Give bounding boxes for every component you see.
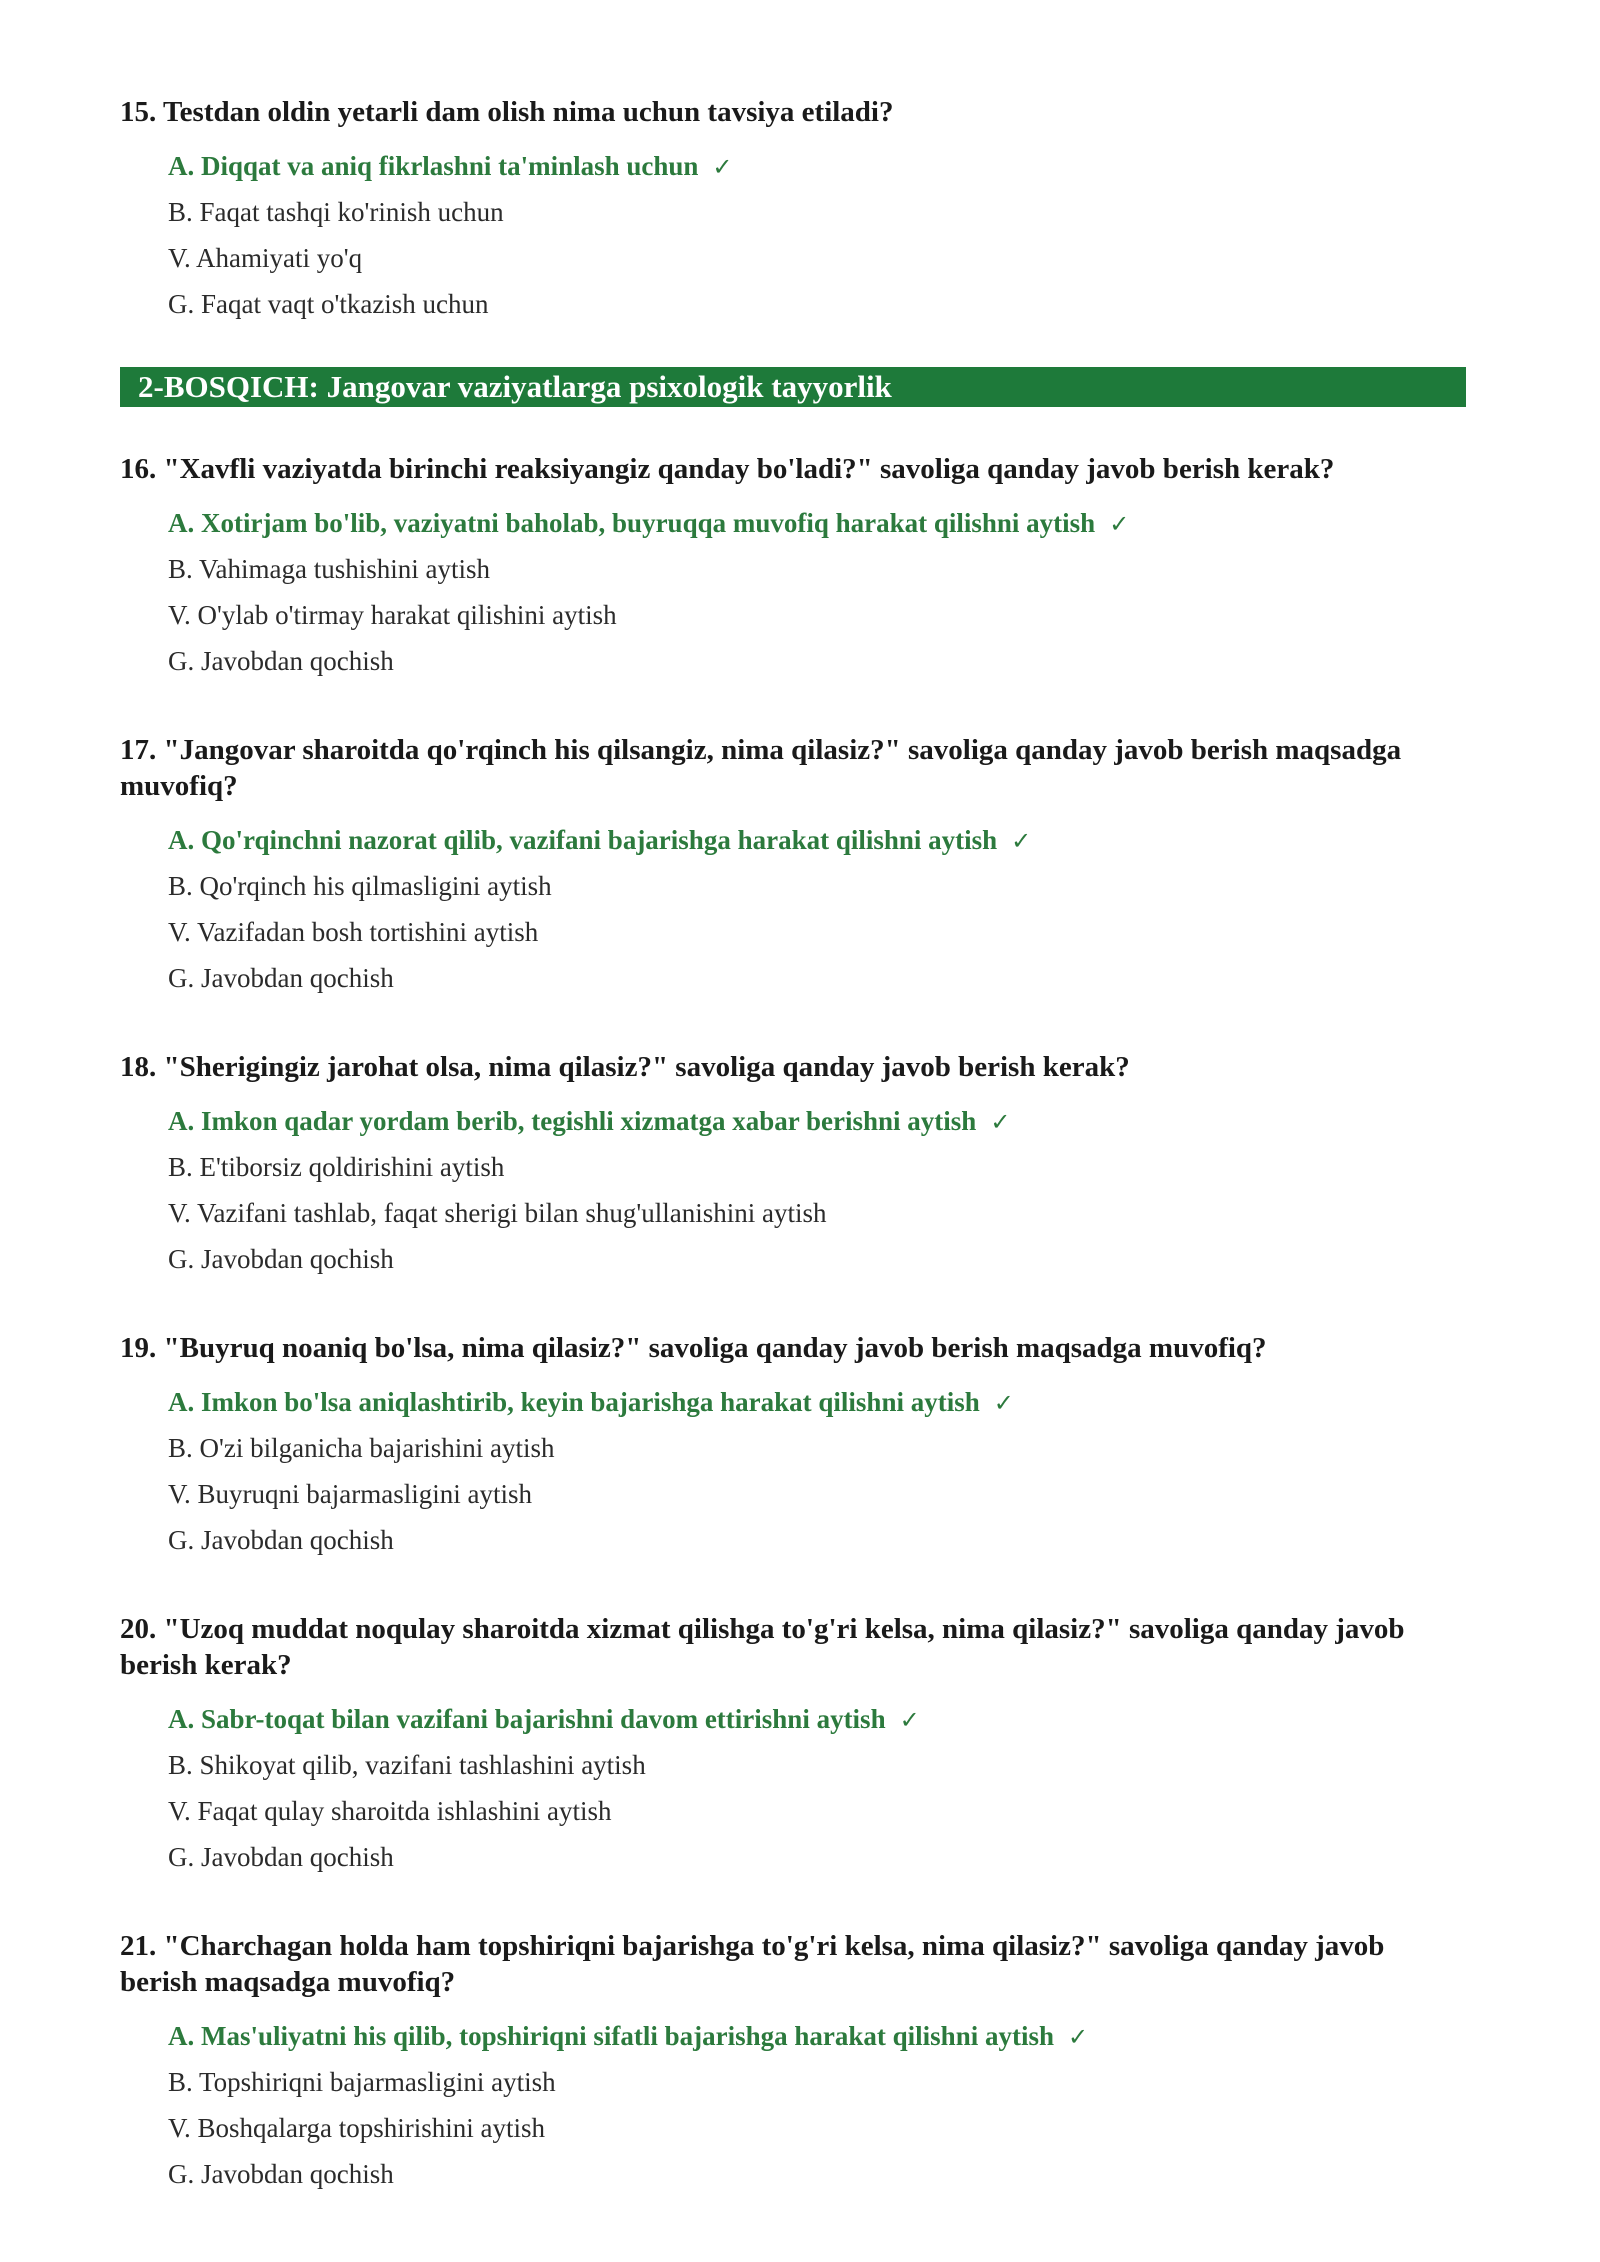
answer-option [168, 638, 1466, 684]
answer-option [168, 2105, 1466, 2151]
answer-options [120, 817, 1466, 1001]
check-mark-icon: ✓ [993, 1389, 1014, 1417]
answer-option-label: A. Imkon bo'lsa aniqlashtirib, keyin bajarishga harakat qilishni aytish [168, 1387, 980, 1417]
answer-option-label: A. Qo'rqinchni nazorat qilib, vazifani bajarishga harakat qilishni aytish [168, 825, 998, 855]
question-number: 15. [120, 96, 157, 128]
question-block [120, 1611, 1466, 1880]
answer-option-label: V. Buyruqni bajarmasligini aytish [168, 1479, 532, 1509]
answer-option-label: A. Diqqat va aniq fikrlashni ta'minlash uchun [168, 151, 699, 181]
question-gap [120, 684, 1466, 732]
answer-option-label: B. Qo'rqinch his qilmasligini aytish [168, 871, 552, 901]
question-text: "Sherigingiz jarohat olsa, nima qilasiz?" savoliga qanday javob berish kerak? [163, 1051, 1130, 1083]
answer-option [168, 909, 1466, 955]
answer-option-correct [168, 500, 1466, 546]
answer-option-label: B. O'zi bilganicha bajarishini aytish [168, 1433, 555, 1463]
check-mark-icon: ✓ [1067, 2023, 1089, 2051]
question-gap [120, 1001, 1466, 1049]
check-mark-icon: ✓ [1109, 510, 1130, 538]
question-title [120, 451, 1466, 487]
answer-option [168, 1517, 1466, 1563]
answer-option [168, 546, 1466, 592]
question-title [120, 732, 1466, 804]
answer-option [168, 281, 1466, 327]
question-gap [120, 1563, 1466, 1611]
question-text: "Uzoq muddat noqulay sharoitda xizmat qilishga to'g'ri kelsa, nima qilasiz?" savoliga qanday javob berish kerak? [120, 1613, 1405, 1681]
question-list-top [120, 94, 1466, 327]
answer-option-label: A. Sabr-toqat bilan vazifani bajarishni davom ettirishni aytish [168, 1704, 886, 1734]
answer-option-label: G. Javobdan qochish [168, 963, 394, 993]
answer-option [168, 1144, 1466, 1190]
answer-option-label: V. Vazifani tashlab, faqat sherigi bilan shug'ullanishini aytish [168, 1198, 827, 1228]
question-number: 17. [120, 734, 157, 766]
answer-option-label: G. Javobdan qochish [168, 1525, 394, 1555]
question-list [120, 451, 1466, 2197]
check-mark-icon: ✓ [990, 1108, 1011, 1136]
question-number: 19. [120, 1332, 157, 1364]
answer-option-label: G. Javobdan qochish [168, 1244, 394, 1274]
answer-option [168, 1471, 1466, 1517]
answer-option [168, 592, 1466, 638]
question-number: 20. [120, 1613, 157, 1645]
answer-option-label: B. Topshiriqni bajarmasligini aytish [168, 2067, 556, 2097]
answer-option-correct [168, 1098, 1466, 1144]
answer-option-label: B. Faqat tashqi ko'rinish uchun [168, 197, 504, 227]
question-title [120, 1049, 1466, 1085]
question-title [120, 1928, 1466, 2000]
answer-option-correct [168, 1379, 1466, 1425]
answer-option-label: V. Faqat qulay sharoitda ishlashini aytish [168, 1796, 612, 1826]
answer-option-label: V. Vazifadan bosh tortishini aytish [168, 917, 539, 947]
answer-option [168, 1834, 1466, 1880]
document-page [120, 94, 1466, 2197]
question-gap [120, 1282, 1466, 1330]
answer-option-label: B. E'tiborsiz qoldirishini aytish [168, 1152, 505, 1182]
question-title [120, 1330, 1466, 1366]
answer-option [168, 955, 1466, 1001]
answer-option [168, 2151, 1466, 2197]
question-number: 16. [120, 453, 157, 485]
answer-option-label: G. Javobdan qochish [168, 646, 394, 676]
answer-options [120, 2013, 1466, 2197]
answer-option-label: A. Mas'uliyatni his qilib, topshiriqni sifatli bajarishga harakat qilishni aytish [168, 2021, 1054, 2051]
question-text: Testdan oldin yetarli dam olish nima uchun tavsiya etiladi? [162, 96, 894, 128]
answer-option [168, 1190, 1466, 1236]
answer-option-correct [168, 817, 1466, 863]
section-header [120, 367, 1466, 407]
answer-options [120, 500, 1466, 684]
question-number: 18. [120, 1051, 157, 1083]
question-number: 21. [120, 1930, 157, 1962]
question-text: "Buyruq noaniq bo'lsa, nima qilasiz?" savoliga qanday javob berish maqsadga muvofiq? [163, 1332, 1267, 1364]
answer-option-label: B. Vahimaga tushishini aytish [168, 554, 490, 584]
answer-options [120, 1379, 1466, 1563]
answer-option [168, 1236, 1466, 1282]
answer-option [168, 1742, 1466, 1788]
answer-option-label: V. O'ylab o'tirmay harakat qilishini aytish [168, 600, 617, 630]
answer-option-correct [168, 1696, 1466, 1742]
answer-option [168, 235, 1466, 281]
answer-options [120, 1696, 1466, 1880]
section-title: 2-BOSQICH: Jangovar vaziyatlarga psixologik tayyorlik [138, 369, 892, 404]
question-block [120, 1330, 1466, 1563]
question-text: "Xavfli vaziyatda birinchi reaksiyangiz qanday bo'ladi?" savoliga qanday javob berish kerak? [163, 453, 1335, 485]
check-mark-icon: ✓ [1011, 827, 1032, 855]
answer-option-correct [168, 143, 1466, 189]
answer-option [168, 863, 1466, 909]
answer-option-label: A. Xotirjam bo'lib, vaziyatni baholab, buyruqqa muvofiq harakat qilishni aytish [168, 508, 1096, 538]
answer-option-label: A. Imkon qadar yordam berib, tegishli xizmatga xabar berishni aytish [168, 1106, 977, 1136]
answer-option-correct [168, 2013, 1466, 2059]
answer-option [168, 1425, 1466, 1471]
question-title [120, 1611, 1466, 1683]
answer-options [120, 143, 1466, 327]
question-text: "Jangovar sharoitda qo'rqinch his qilsangiz, nima qilasiz?" savoliga qanday javob berish maqsadga muvofiq? [120, 734, 1402, 802]
answer-option-label: B. Shikoyat qilib, vazifani tashlashini aytish [168, 1750, 646, 1780]
answer-options [120, 1098, 1466, 1282]
answer-option-label: G. Faqat vaqt o'tkazish uchun [168, 289, 489, 319]
answer-option-label: G. Javobdan qochish [168, 2159, 394, 2189]
check-mark-icon: ✓ [899, 1706, 920, 1734]
question-block [120, 1049, 1466, 1282]
question-block [120, 732, 1466, 1001]
question-block [120, 1928, 1466, 2197]
question-title [120, 94, 1466, 130]
question-gap [120, 1880, 1466, 1928]
answer-option [168, 1788, 1466, 1834]
answer-option [168, 189, 1466, 235]
question-text: "Charchagan holda ham topshiriqni bajarishga to'g'ri kelsa, nima qilasiz?" savoliga qanday javob berish maqsadga muvofiq? [120, 1930, 1385, 1998]
answer-option-label: V. Ahamiyati yo'q [168, 243, 363, 273]
check-mark-icon: ✓ [712, 153, 733, 181]
question-block [120, 451, 1466, 684]
question-block [120, 94, 1466, 327]
answer-option-label: G. Javobdan qochish [168, 1842, 394, 1872]
answer-option-label: V. Boshqalarga topshirishini aytish [168, 2113, 545, 2143]
answer-option [168, 2059, 1466, 2105]
